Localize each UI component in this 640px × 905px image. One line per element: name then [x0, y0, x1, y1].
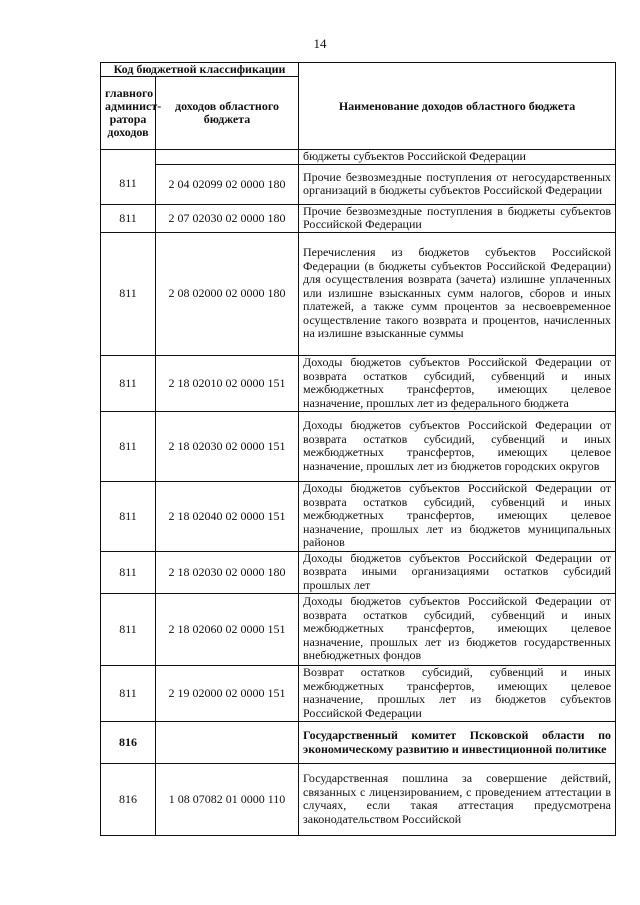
- income-name-cell: Возврат остатков субсидий, субвенций и иных межбюджетных трансфертов, имеющих целевое назначение, прошлых лет из бюджетов субъектов Российской Федерации: [299, 665, 616, 721]
- table-row: [101, 164, 616, 204]
- income-code-cell: 2 18 02030 02 0000 180: [156, 551, 299, 593]
- table-header-row: [101, 63, 616, 77]
- admin-code-cell: 816: [101, 721, 156, 763]
- income-code-cell: 2 18 02060 02 0000 151: [156, 593, 299, 665]
- admin-code-cell: 811: [101, 411, 156, 481]
- admin-code-cell: 816: [101, 763, 156, 835]
- income-code-cell: 2 04 02099 02 0000 180: [156, 164, 299, 204]
- table-row: [101, 481, 616, 551]
- admin-code-cell: [101, 150, 156, 165]
- page-number: 14: [313, 36, 327, 51]
- admin-code-cell: 811: [101, 593, 156, 665]
- income-name-cell: Государственная пошлина за совершение действий, связанных с лицензированием, с проведением аттестации в случаях, если такая аттестация предусмотрена законодательством Российской: [299, 763, 616, 835]
- table-row: [101, 232, 616, 355]
- table-row: [101, 150, 616, 165]
- income-name-cell: Прочие безвозмездные поступления от негосударственных организаций в бюджеты субъектов Российской Федерации: [299, 164, 616, 204]
- admin-code-cell: 811: [101, 164, 156, 204]
- admin-code-cell: 811: [101, 232, 156, 355]
- admin-code-cell: 811: [101, 551, 156, 593]
- income-name-cell: Перечисления из бюджетов субъектов Российской Федерации (в бюджеты субъектов Российской Федерации) для осуществления возврата (зачета) излишне уплаченных или излишне взысканных сумм налогов, сборов и иных платежей, а также сумм процентов за несвоевременное осуществление такого возврата и процентов, начисленных на излишне взысканные суммы: [299, 232, 616, 355]
- income-code-cell: 2 19 02000 02 0000 151: [156, 665, 299, 721]
- budget-classification-table: [100, 62, 616, 836]
- income-name-cell: Государственный комитет Псковской области по экономическому развитию и инвестиционной политике: [299, 721, 616, 763]
- income-name-cell: Доходы бюджетов субъектов Российской Федерации от возврата остатков субсидий, субвенций и иных межбюджетных трансфертов, имеющих целевое назначение, прошлых лет из бюджетов государственных внебюджетных фондов: [299, 593, 616, 665]
- income-name-cell: Доходы бюджетов субъектов Российской Федерации от возврата остатков субсидий, субвенций и иных межбюджетных трансфертов, имеющих целевое назначение, прошлых лет из федерального бюджета: [299, 355, 616, 411]
- admin-code-cell: 811: [101, 665, 156, 721]
- table-row: [101, 355, 616, 411]
- table-row: [101, 593, 616, 665]
- income-name-cell: Прочие безвозмездные поступления в бюджеты субъектов Российской Федерации: [299, 204, 616, 232]
- income-code-cell: [156, 150, 299, 165]
- table-row: [101, 551, 616, 593]
- admin-code-cell: 811: [101, 204, 156, 232]
- income-name-cell: Доходы бюджетов субъектов Российской Федерации от возврата остатков субсидий, субвенций и иных межбюджетных трансфертов, имеющих целевое назначение, прошлых лет из бюджетов муниципальных районов: [299, 481, 616, 551]
- income-code-cell: 1 08 07082 01 0000 110: [156, 763, 299, 835]
- admin-code-cell: 811: [101, 355, 156, 411]
- header-name: Наименование доходов областного бюджета: [299, 63, 616, 150]
- admin-code-cell: 811: [101, 481, 156, 551]
- income-code-cell: [156, 721, 299, 763]
- header-group-title: Код бюджетной классификации: [101, 63, 299, 77]
- table-row: [101, 665, 616, 721]
- income-code-cell: 2 18 02030 02 0000 151: [156, 411, 299, 481]
- income-code-cell: 2 08 02000 02 0000 180: [156, 232, 299, 355]
- header-income: доходов областного бюджета: [156, 77, 299, 150]
- table-row: [101, 204, 616, 232]
- table-row: [101, 763, 616, 835]
- income-code-cell: 2 18 02040 02 0000 151: [156, 481, 299, 551]
- income-name-cell: Доходы бюджетов субъектов Российской Федерации от возврата иными организациями остатков субсидий прошлых лет: [299, 551, 616, 593]
- income-code-cell: 2 18 02010 02 0000 151: [156, 355, 299, 411]
- table-row: [101, 721, 616, 763]
- income-code-cell: 2 07 02030 02 0000 180: [156, 204, 299, 232]
- income-name-cell: Доходы бюджетов субъектов Российской Федерации от возврата остатков субсидий, субвенций и иных межбюджетных трансфертов, имеющих целевое назначение, прошлых лет из бюджетов городских округов: [299, 411, 616, 481]
- income-name-cell: бюджеты субъектов Российской Федерации: [299, 150, 616, 165]
- table-row: [101, 411, 616, 481]
- header-admin: главного админист-ратора доходов: [101, 77, 156, 150]
